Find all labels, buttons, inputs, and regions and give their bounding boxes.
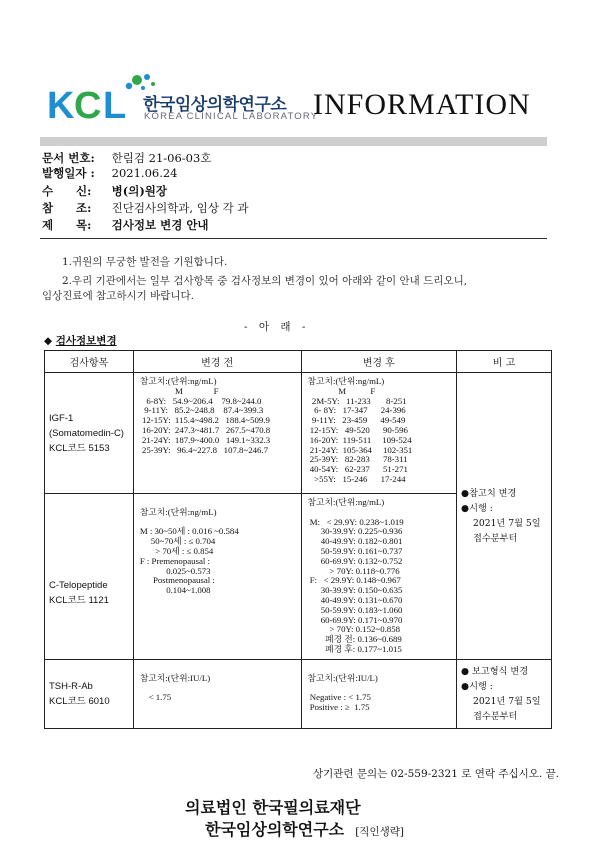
remark-line: 2021년 7월 5일 [473,517,541,529]
institute-name: 한국임상의학연구소 [205,820,345,839]
seal-omitted-note: [직인생략] [355,826,404,838]
subject-label-a: 제 [42,218,54,232]
remark-line: ● 보고형식 변경 [461,665,529,677]
header-after: 변경 후 [301,351,457,373]
paragraph-1: 1.귀원의 무궁한 발전을 기원합니다. [62,256,228,268]
test-info-table [44,350,552,729]
test-name: IGF-1 [49,412,74,424]
before-reference-cell: 참고치:(단위:IU/L) < 1.75 [133,659,301,728]
logo-letter-c: C [74,85,101,127]
subject-row [42,217,209,233]
section-title: 검사정보변경 [55,335,117,347]
diamond-bullet-icon: ◆ [44,335,53,347]
contact-line: 상기관련 문의는 02-559-2321 로 연락 주십시오. 끝. [313,768,560,780]
below-heading: - 아 래 - [244,321,310,333]
test-item-cell [45,659,134,728]
remark-line: 접수분부터 [473,532,518,544]
issue-date-label: 발행일자 : [42,166,95,180]
logo-letter-k: K [47,85,74,127]
logo-korean-name: 한국임상의학연구소 [143,95,287,115]
after-reference-cell: 참고치:(단위:IU/L) Negative : < 1.75 Positive : ≥ 1.75 [301,659,457,728]
test-name: TSH-R-Ab [49,680,93,692]
document-title: INFORMATION [313,88,531,121]
table-row [45,373,552,494]
recipient-row [42,183,167,199]
table-row [45,659,552,728]
test-item-cell [45,373,134,494]
foundation-name: 의료법인 한국필의료재단 [185,798,361,817]
table-header-row [45,351,552,373]
test-code: KCL코드 6010 [49,695,110,707]
test-item-cell [45,494,134,660]
remark-line: ●참고치 변경 [461,487,517,499]
remark-line: ●시행 : [461,502,493,514]
reference-row [42,200,248,216]
header-before: 변경 전 [133,351,301,373]
doc-number-row [42,150,211,166]
header-divider [40,238,547,239]
logo-letter-l: L [103,85,126,127]
institute-signature [205,817,404,840]
remarks-cell [457,659,552,728]
reference-label-b: 조: [76,201,92,215]
header-test-item: 검사항목 [45,351,134,373]
recipient-value: 병(의)원장 [111,184,167,198]
after-reference-cell: 참고치:(단위:ng/mL) M: < 29.9Y: 0.238~1.019 30-39.9Y: 0.225~0.936 40-49.9Y: 0.182~0.801 50-59.9Y: 0.161~0.737 60-69.9Y: 0.132~0.752 > 70Y: 0.118~0.776 F: < 29.9Y: 0.148~0.967 30-39.9Y: 0.150~0.635 40-49.9Y: 0.131~0.670 50-59.9Y: 0.183~1.060 60-69.9Y: 0.171~0.970 > 70Y: 0.152~0.858 폐경 전: 0.136~0.689 폐경 후: 0.177~1.015 [301,494,457,660]
test-name: C-Telopeptide [49,580,108,592]
issue-date-row [42,165,178,181]
before-reference-cell: 참고치:(단위:ng/mL) M : 30~50세 : 0.016 ~0.584 50~70세 : ≤ 0.704 > 70세 : ≤ 0.854 F : Premenopausal : 0.025~0.573 Postmenopausal : 0.104~1.008 [133,494,301,660]
recipient-label-a: 수 [42,184,54,198]
subject-value: 검사정보 변경 안내 [111,218,209,232]
header-bar [40,137,547,146]
test-code: KCL코드 1121 [49,595,109,607]
after-reference-cell: 참고치:(단위:ng/mL) M F 2M-5Y: 11-233 8-251 6- 8Y: 17-347 24-396 9-11Y: 23-459 49-549 12-15Y: 49-520 90-596 16-20Y: 119-511 109-524 21-24Y: 105-364 102-351 25-39Y: 82-283 78-311 40-54Y: 62-237 51-271 >55Y: 15-246 17-244 [301,373,457,494]
remark-line: ●시행 : [461,680,493,692]
test-code: KCL코드 5153 [49,442,110,454]
doc-number-value: 한림검 21-06-03호 [111,151,212,165]
test-subname: (Somatomedin-C) [49,427,124,439]
remarks-cell [457,373,552,660]
doc-number-label: 문서 번호: [42,151,95,165]
recipient-label-b: 신: [76,184,92,198]
before-reference-cell: 참고치:(단위:ng/mL) M F 6-8Y: 54.9~206.4 79.8~244.0 9-11Y: 85.2~248.8 87.4~399.3 12-15Y: 115.4~498.2 188.4~509.9 16-20Y: 247.3~481.7 267.5~470.8 21-24Y: 187.9~400.0 149.1~332.3 25-39Y: 96.4~227.8 107.8~246.7 [133,373,301,494]
paragraph-2a: 2.우리 기관에서는 일부 검사항목 중 검사정보의 변경이 있어 아래와 같이 안내 드리오니, [62,275,468,287]
section-heading [44,333,117,348]
issue-date-value: 2021.06.24 [111,166,178,180]
subject-label-b: 목: [76,218,92,232]
reference-value: 진단검사의학과, 임상 각 과 [111,201,249,215]
kcl-logo [47,72,319,128]
paragraph-2b: 임상진료에 참고하시기 바랍니다. [42,290,195,302]
logo-english-name: KOREA CLINICAL LABORATORY [144,111,319,122]
reference-label-a: 참 [42,201,54,215]
header-remarks: 비 고 [457,351,552,373]
remark-line: 2021년 7월 5일 [473,695,541,707]
remark-line: 접수분부터 [473,710,518,722]
